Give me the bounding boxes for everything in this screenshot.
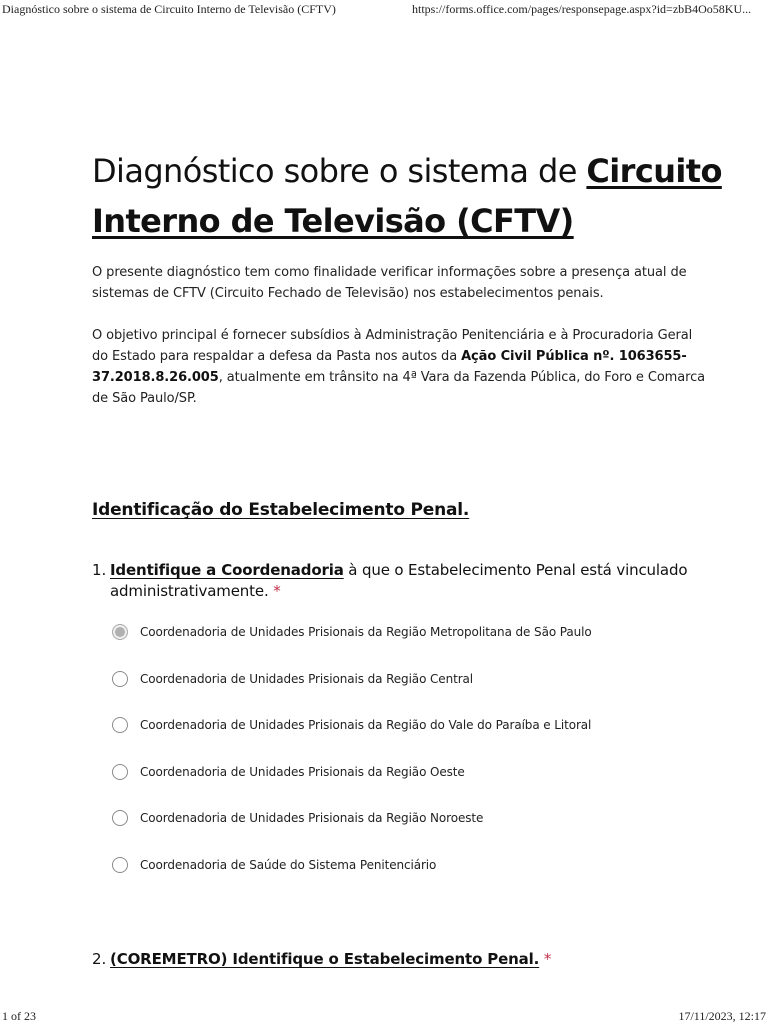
option-label: Coordenadoria de Saúde do Sistema Penitenciário: [140, 858, 437, 872]
option-coordenadoria-saude[interactable]: [112, 854, 712, 876]
question-number: 2.: [92, 950, 107, 968]
option-label: Coordenadoria de Unidades Prisionais da Região Oeste: [140, 765, 465, 779]
option-coordenadoria-metropolitana[interactable]: [112, 621, 712, 643]
description-2-bold: Ação Civil Pública nº. 1063655-37.2018.8.26.005: [92, 349, 687, 385]
print-header: [0, 0, 768, 20]
question-2: [92, 949, 732, 970]
description-2-start: O objetivo principal é fornecer subsídios à Administração Penitenciária e à Procuradoria Geral do Estado para respaldar a defesa da Pasta nos autos da: [92, 328, 693, 364]
option-coordenadoria-vale-paraiba-litoral[interactable]: [112, 714, 712, 736]
page-number: 1 of 23: [2, 1009, 36, 1023]
radio-button[interactable]: [112, 671, 128, 687]
question-emphasis: (COREMETRO) Identifique o Estabelecimento Penal.: [110, 950, 540, 968]
print-footer: [0, 1009, 768, 1024]
question-text: [110, 560, 732, 602]
question-emphasis: Identifique a Coordenadoria: [110, 561, 344, 579]
form-title: [92, 146, 732, 246]
radio-button[interactable]: [112, 810, 128, 826]
print-url[interactable]: https://forms.office.com/pages/responsepage.aspx?id=zbB4Oo58KU...: [412, 2, 752, 16]
option-label: Coordenadoria de Unidades Prisionais da Região Central: [140, 672, 474, 686]
section-title: Identificação do Estabelecimento Penal.: [92, 500, 470, 520]
option-label: Coordenadoria de Unidades Prisionais da Região Metropolitana de São Paulo: [140, 625, 592, 639]
form-title-emphasis: Circuito Interno de Televisão (CFTV): [92, 152, 722, 240]
option-coordenadoria-central[interactable]: [112, 668, 712, 690]
description-2-end: , atualmente em trânsito na 4ª Vara da Fazenda Pública, do Foro e Comarca de São Paulo/SP.: [92, 370, 705, 406]
question-rest: à que o Estabelecimento Penal está vinculado administrativamente.: [110, 561, 688, 600]
print-document-title: Diagnóstico sobre o sistema de Circuito Interno de Televisão (CFTV): [2, 2, 336, 16]
radio-button[interactable]: [112, 764, 128, 780]
required-mark: *: [543, 950, 552, 968]
option-coordenadoria-oeste[interactable]: [112, 761, 712, 783]
option-coordenadoria-noroeste[interactable]: [112, 807, 712, 829]
radio-dot: [115, 627, 125, 637]
form-description-2: [92, 325, 712, 409]
question-text: [110, 949, 732, 970]
radio-button[interactable]: [112, 717, 128, 733]
question-number: 1.: [92, 561, 107, 579]
radio-button[interactable]: [112, 857, 128, 873]
radio-button-selected[interactable]: [112, 624, 128, 640]
print-date: 17/11/2023, 12:17: [678, 1009, 766, 1023]
form-description-1: O presente diagnóstico tem como finalidade verificar informações sobre a presença atual de sistemas de CFTV (Circuito Fechado de Televisão) nos estabelecimentos penais.: [92, 265, 687, 301]
required-mark: *: [273, 582, 281, 600]
option-label: Coordenadoria de Unidades Prisionais da Região do Vale do Paraíba e Litoral: [140, 718, 592, 732]
question-1: [92, 560, 732, 602]
option-label: Coordenadoria de Unidades Prisionais da Região Noroeste: [140, 811, 484, 825]
form-title-plain: Diagnóstico sobre o sistema de: [92, 152, 587, 190]
